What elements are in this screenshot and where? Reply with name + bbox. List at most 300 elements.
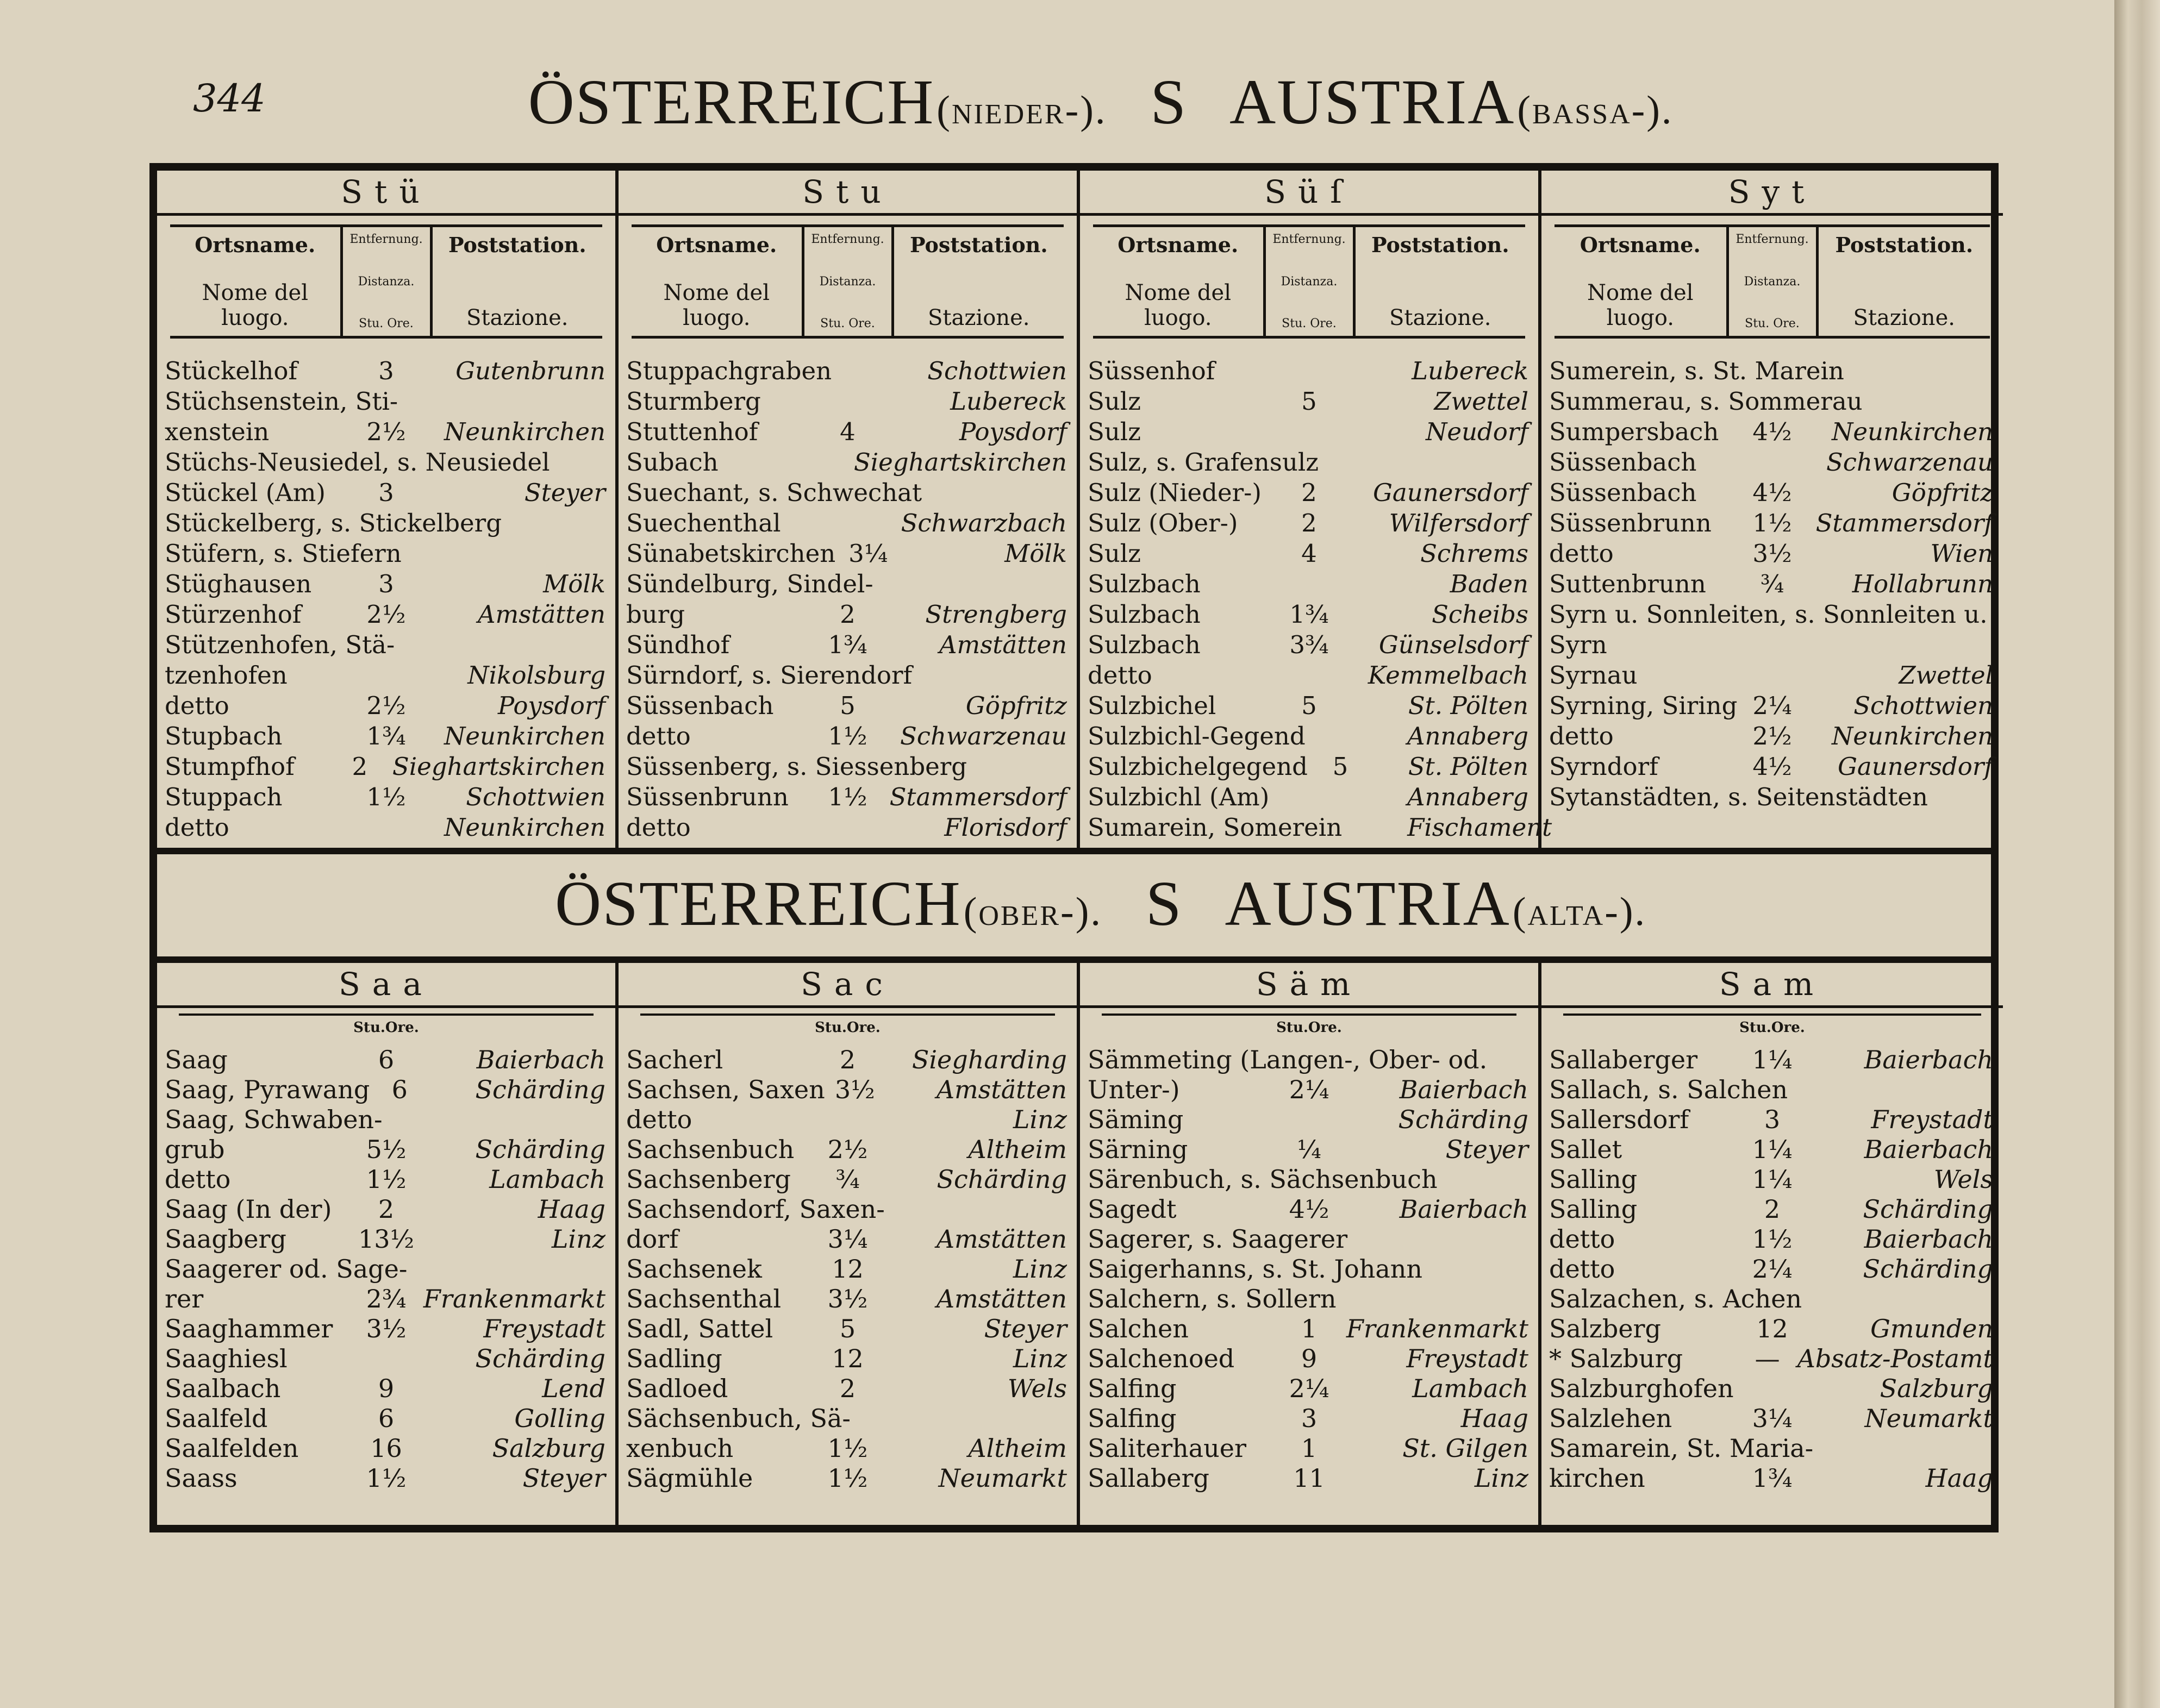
entry-row: [626, 1224, 1069, 1254]
post-station: Baierbach: [476, 1045, 605, 1074]
post-station: Schwarzenau: [1826, 448, 1993, 477]
entry-row: [1088, 417, 1531, 447]
entry-row: [626, 1165, 1069, 1194]
column-subheader: [632, 224, 1064, 339]
entry-row: [165, 1165, 608, 1194]
place-name: Säming: [1088, 1105, 1184, 1134]
place-name: Sadloed: [626, 1374, 728, 1403]
entry-row: [626, 1075, 1069, 1105]
post-station: Wels: [1007, 1374, 1067, 1403]
entry-row: [626, 417, 1069, 447]
post-station: Kemmelbach: [1368, 661, 1528, 690]
distance: 3¼: [848, 539, 888, 568]
heading-top-left: ÖSTERREICH: [528, 66, 935, 137]
distance: 2: [1301, 478, 1317, 507]
entry-row: [1088, 660, 1531, 691]
distance: 3¾: [1289, 630, 1329, 659]
place-name: Saigerhanns, s. St. Johann: [1088, 1254, 1422, 1284]
entry-row: [1088, 1165, 1531, 1194]
section-title: Säm: [1080, 963, 1538, 1008]
distance: 2: [839, 1045, 856, 1074]
entry-row: [626, 691, 1069, 721]
bottom-section-0: [157, 963, 619, 1525]
distance: 1½: [1752, 509, 1792, 537]
place-name: detto: [626, 813, 691, 842]
distance-header-de: Entfernung.: [349, 233, 423, 246]
distance-unit: Stu.Ore.: [1563, 1013, 1981, 1040]
place-name: Saaghammer: [165, 1314, 333, 1343]
place-name: Süssenbrunn: [626, 783, 789, 811]
distance: [818, 1105, 878, 1135]
post-station: Lambach: [489, 1165, 605, 1194]
entry-row: [1549, 1105, 1995, 1135]
distance: 6: [378, 1404, 395, 1433]
post-station: Schärding: [937, 1165, 1067, 1194]
place-name: tzenhofen: [165, 661, 288, 690]
entry-row: [165, 539, 608, 569]
entry-row: [165, 782, 608, 812]
distance: 1¼: [1752, 1045, 1793, 1074]
place-name: Stupbach: [165, 722, 283, 750]
place-name: Summerau, s. Sommerau: [1549, 387, 1863, 416]
distance: 2: [352, 752, 368, 781]
entry-row: [165, 721, 608, 752]
place-header: [170, 227, 340, 336]
entry-row: [1549, 1463, 1995, 1493]
entry-row: [165, 417, 608, 447]
distance: 1¼: [1752, 1135, 1793, 1164]
distance: [789, 447, 854, 478]
post-station: Amstätten: [936, 1075, 1067, 1104]
entry-row: [1088, 356, 1531, 386]
place-name: Sturmberg: [626, 387, 761, 416]
place-name: Sürndorf, s. Sierendorf: [626, 661, 913, 690]
post-station: Schärding: [475, 1075, 605, 1104]
entry-row: [165, 1045, 608, 1075]
entry-row: [1549, 1224, 1995, 1254]
distance: 1¾: [366, 722, 406, 750]
post-station: Altheim: [968, 1135, 1067, 1164]
post-station: Salzburg: [1880, 1374, 1993, 1403]
distance: 2: [378, 1194, 395, 1224]
entry-row: [626, 599, 1069, 630]
entry-row: [165, 508, 608, 539]
place-header: [1093, 227, 1263, 336]
post-station: Schärding: [1398, 1105, 1528, 1134]
entry-row: [165, 569, 608, 599]
entry-row: [1549, 356, 1995, 386]
place-name: Suechenthal: [626, 509, 781, 537]
post-station: Neunkirchen: [1832, 722, 1993, 750]
distance-header: [1263, 227, 1356, 336]
distance-header-de: Entfernung.: [1272, 233, 1346, 246]
place-name: Süssenhof: [1088, 356, 1215, 385]
post-station: Lubereck: [1412, 356, 1528, 385]
post-station: Florisdorf: [944, 813, 1067, 842]
entry-row: [165, 630, 608, 660]
distance: 1¼: [1752, 1165, 1793, 1194]
entry-row: [1088, 752, 1531, 782]
distance: [1342, 812, 1407, 843]
post-station: Schrems: [1420, 539, 1528, 568]
place-name: Saalbach: [165, 1374, 281, 1403]
entry-row: [165, 1284, 608, 1314]
entry-row: [1549, 1135, 1995, 1165]
distance: [1279, 1105, 1339, 1135]
post-station: Neumarkt: [938, 1463, 1067, 1493]
place-name: Süssenberg, s. Siessenberg: [626, 752, 967, 781]
entry-row: [1549, 630, 1995, 660]
distance: 9: [378, 1374, 395, 1403]
entry-row: [1088, 447, 1531, 478]
top-section-0: [157, 171, 619, 848]
section-title: Stu: [619, 171, 1077, 216]
section-title: Süſ: [1080, 171, 1538, 216]
post-station: Amstätten: [478, 600, 605, 629]
distance: ¾: [1760, 570, 1784, 598]
distance-unit: Stu.Ore.: [179, 1013, 594, 1040]
post-station: Neunkirchen: [444, 813, 605, 842]
entry-row: [626, 386, 1069, 417]
place-name: detto: [1549, 1254, 1615, 1284]
distance: 1½: [366, 1463, 407, 1493]
post-station: Schottwien: [466, 783, 605, 811]
entry-row: [1088, 1404, 1531, 1434]
place-name: xenstein: [165, 417, 270, 446]
place-name: Sumerein, s. St. Marein: [1549, 356, 1844, 385]
entry-row: [626, 1135, 1069, 1165]
distance: 5: [1301, 691, 1317, 720]
entry-row: [1088, 1314, 1531, 1344]
distance: 13½: [358, 1224, 415, 1254]
distance: 3¼: [827, 1224, 868, 1254]
place-name: Sumpersbach: [1549, 417, 1719, 446]
post-station: Stammersdorf: [1815, 509, 1993, 537]
entry-row: [1549, 539, 1995, 569]
post-station: Annaberg: [1407, 783, 1528, 811]
entry-row: [1549, 569, 1995, 599]
entry-row: [165, 1404, 608, 1434]
post-header-it: Stazione.: [1389, 305, 1491, 330]
entry-row: [1549, 478, 1995, 508]
distance: [1743, 1374, 1802, 1404]
entry-row: [626, 508, 1069, 539]
place-name: Salchen: [1088, 1314, 1189, 1343]
distance-header-it: Distanza.: [1744, 274, 1801, 289]
place-name: Saag, Pyrawang: [165, 1075, 370, 1104]
place-name: Stumpfhof: [165, 752, 295, 781]
post-station: St. Pölten: [1408, 752, 1528, 781]
distance: 5: [1332, 752, 1349, 781]
distance: 2½: [366, 417, 406, 446]
distance: [354, 812, 419, 843]
place-name: Salzlehen: [1549, 1404, 1672, 1433]
place-name: Saag, Schwaben-: [165, 1105, 383, 1134]
entry-row: [165, 752, 608, 782]
place-header-de: Ortsname.: [1118, 233, 1239, 257]
place-name: Sachsenek: [626, 1254, 762, 1284]
distance: —: [1755, 1344, 1780, 1373]
distance: 2¼: [1752, 691, 1792, 720]
post-station: Hollabrunn: [1852, 570, 1993, 598]
separator-rule-top: [149, 848, 1999, 854]
top-section-1: [619, 171, 1080, 848]
distance: [1277, 782, 1342, 812]
entry-row: [165, 1463, 608, 1493]
distance-header-unit: Stu. Ore.: [820, 317, 875, 330]
entry-row: [1088, 569, 1531, 599]
post-station: Golling: [514, 1404, 605, 1433]
post-station: Schwarzenau: [900, 722, 1067, 750]
entry-row: [626, 660, 1069, 691]
distance-header-it: Distanza.: [358, 274, 415, 289]
distance: 3: [378, 356, 394, 385]
place-name: Saliterhauer: [1088, 1434, 1246, 1463]
post-station: St. Pölten: [1408, 691, 1528, 720]
distance-header-de: Entfernung.: [1736, 233, 1809, 246]
entry-row: [1549, 1284, 1995, 1314]
post-station: Poysdorf: [497, 691, 605, 720]
place-name: Sulz (Ober-): [1088, 509, 1238, 537]
distance: 4: [840, 417, 856, 446]
place-name: detto: [626, 1105, 692, 1134]
entry-row: [626, 1105, 1069, 1135]
place-name: Stützenhofen, Stä-: [165, 630, 395, 659]
column-subheader: [170, 224, 602, 339]
place-name: Sachsendorf, Saxen-: [626, 1194, 885, 1224]
entry-list: [619, 1040, 1077, 1493]
distance-header-unit: Stu. Ore.: [1282, 317, 1337, 330]
distance: 3½: [827, 1284, 868, 1313]
entry-row: [1088, 1374, 1531, 1404]
place-name: Sachsenbuch: [626, 1135, 795, 1164]
post-header-it: Stazione.: [466, 305, 569, 330]
distance: 1½: [366, 783, 406, 811]
place-name: Süssenbach: [1549, 448, 1697, 477]
distance: [1277, 569, 1342, 599]
entry-row: [626, 782, 1069, 812]
place-name: Sündelburg, Sindel-: [626, 570, 873, 598]
place-name: Stüfern, s. Stiefern: [165, 539, 402, 568]
place-name: Salzachen, s. Achen: [1549, 1284, 1802, 1313]
place-name: Stuppach: [165, 783, 283, 811]
distance: [1277, 356, 1342, 386]
distance: 2: [1764, 1194, 1781, 1224]
heading-bottom-letter: S: [1145, 868, 1182, 939]
distance: 6: [391, 1075, 408, 1104]
place-header: [1555, 227, 1726, 336]
post-station: Wien: [1930, 539, 1993, 568]
place-name: Sachsenberg: [626, 1165, 791, 1194]
distance: 3: [1764, 1105, 1781, 1134]
distance: 1: [1301, 1434, 1318, 1463]
post-station: Schottwien: [1853, 691, 1993, 720]
distance: 1: [1301, 1314, 1318, 1343]
entry-row: [1088, 691, 1531, 721]
place-name: dorf: [626, 1224, 679, 1254]
place-name: Sagerer, s. Saagerer: [1088, 1224, 1348, 1254]
post-station: Sieghartskirchen: [853, 448, 1067, 477]
distance: [815, 508, 881, 539]
distance: 1¾: [1752, 1463, 1793, 1493]
entry-row: [626, 1045, 1069, 1075]
entry-list: [1541, 1040, 2003, 1493]
place-name: Sämmeting (Langen-, Ober- od.: [1088, 1045, 1488, 1074]
post-station: Zwettel: [1899, 661, 1993, 690]
place-name: Süssenbach: [1549, 478, 1697, 507]
post-station: Steyer: [524, 478, 605, 507]
place-name: Salfing: [1088, 1374, 1177, 1403]
post-station: Gaunersdorf: [1372, 478, 1528, 507]
entry-row: [1549, 447, 1995, 478]
post-station: Baden: [1450, 570, 1528, 598]
place-name: Saass: [165, 1463, 238, 1493]
distance: 2¼: [1289, 1075, 1329, 1104]
place-name: Sulzbichl (Am): [1088, 783, 1270, 811]
post-station: Lend: [542, 1374, 605, 1403]
place-name: Sadling: [626, 1344, 722, 1373]
bottom-section-3: [1541, 963, 2003, 1525]
post-station: Göpfritz: [1891, 478, 1993, 507]
place-name: Sulz: [1088, 539, 1141, 568]
entry-row: [1549, 691, 1995, 721]
post-station: Wels: [1933, 1165, 1993, 1194]
post-station: Frankenmarkt: [1346, 1314, 1528, 1343]
place-name: Salchern, s. Sollern: [1088, 1284, 1337, 1313]
entry-row: [626, 1344, 1069, 1374]
distance: 4½: [1752, 417, 1792, 446]
distance-header: [1726, 227, 1819, 336]
distance: 1½: [1752, 1224, 1793, 1254]
distance-header-it: Distanza.: [819, 274, 876, 289]
place-name: Stückelberg, s. Stickelberg: [165, 509, 502, 537]
post-station: Baierbach: [1864, 1045, 1993, 1074]
post-header-de: Poststation.: [448, 233, 586, 257]
distance-header-unit: Stu. Ore.: [359, 317, 414, 330]
separator-rule-bottom: [149, 956, 1999, 963]
post-station: Altheim: [968, 1434, 1067, 1463]
post-station: Steyer: [522, 1463, 605, 1493]
place-name: Sachsen, Saxen: [626, 1075, 825, 1104]
entry-row: [626, 1194, 1069, 1224]
place-name: Salling: [1549, 1194, 1638, 1224]
distance: 1½: [366, 1165, 407, 1194]
place-name: grub: [165, 1135, 225, 1164]
post-header-it: Stazione.: [928, 305, 1030, 330]
place-name: Salling: [1549, 1165, 1638, 1194]
entry-row: [1549, 1374, 1995, 1404]
entry-row: [165, 691, 608, 721]
place-name: Stuttenhof: [626, 417, 758, 446]
place-name: Sulzbach: [1088, 630, 1201, 659]
post-station: Wilfersdorf: [1389, 509, 1528, 537]
entry-row: [1549, 599, 1995, 630]
entry-list: [1080, 339, 1552, 843]
entry-row: [165, 386, 608, 417]
post-station: Freystadt: [1871, 1105, 1993, 1134]
entry-row: [626, 478, 1069, 508]
place-header-de: Ortsname.: [1580, 233, 1701, 257]
place-name: Stüghausen: [165, 570, 312, 598]
distance-unit: Stu.Ore.: [640, 1013, 1055, 1040]
post-header: [1356, 227, 1526, 336]
place-name: Sallet: [1549, 1135, 1622, 1164]
heading-top-right-sub: (bassa-).: [1517, 88, 1674, 133]
distance: 1½: [828, 783, 867, 811]
distance: 2½: [827, 1135, 868, 1164]
entry-row: [1549, 1314, 1995, 1344]
post-station: Gmunden: [1870, 1314, 1993, 1343]
entry-list: [619, 339, 1077, 843]
post-station: Strengberg: [925, 600, 1067, 629]
entry-row: [1088, 1254, 1531, 1284]
distance: [1277, 660, 1342, 691]
section-title: Sac: [619, 963, 1077, 1008]
post-station: Frankenmarkt: [423, 1284, 605, 1313]
distance: 12: [832, 1344, 864, 1373]
section-title: Syt: [1541, 171, 2003, 216]
place-name: xenbuch: [626, 1434, 734, 1463]
entry-row: [165, 447, 608, 478]
distance: 3: [1301, 1404, 1318, 1433]
post-station: Schärding: [1863, 1194, 1993, 1224]
post-station: Zwettel: [1434, 387, 1528, 416]
place-header-de: Ortsname.: [195, 233, 316, 257]
entry-row: [626, 1404, 1069, 1434]
post-station: Lubereck: [950, 387, 1067, 416]
section-title: Saa: [157, 963, 615, 1008]
place-name: * Salzburg: [1549, 1344, 1683, 1373]
place-name: Sägmühle: [626, 1463, 753, 1493]
post-station: Schwarzbach: [901, 509, 1067, 537]
entry-row: [165, 1254, 608, 1284]
place-name: Sadl, Sattel: [626, 1314, 773, 1343]
post-station: Siegharding: [912, 1045, 1067, 1074]
distance: [1277, 417, 1342, 447]
entry-row: [1549, 1075, 1995, 1105]
distance: 4½: [1289, 1194, 1329, 1224]
place-name: detto: [626, 722, 691, 750]
distance: 1¾: [828, 630, 867, 659]
place-name: Sulzbichelgegend: [1088, 752, 1308, 781]
post-station: Neudorf: [1425, 417, 1528, 446]
post-station: Baierbach: [1864, 1135, 1993, 1164]
post-station: Haag: [538, 1194, 605, 1224]
column-subheader: [1093, 224, 1525, 339]
entry-row: [165, 599, 608, 630]
post-station: Linz: [1013, 1254, 1067, 1284]
entry-row: [1549, 386, 1995, 417]
place-name: Subach: [626, 448, 719, 477]
place-name: Sumarein, Somerein: [1088, 813, 1343, 842]
place-name: Suechant, s. Schwechat: [626, 478, 922, 507]
post-station: Baierbach: [1399, 1194, 1528, 1224]
place-name: detto: [165, 691, 229, 720]
entry-row: [1088, 478, 1531, 508]
distance: 1½: [827, 1434, 868, 1463]
post-station: Amstätten: [936, 1224, 1067, 1254]
entry-row: [626, 630, 1069, 660]
post-station: Schärding: [475, 1344, 605, 1373]
entry-row: [626, 1463, 1069, 1493]
entry-list: [157, 339, 615, 843]
place-name: Sacherl: [626, 1045, 723, 1074]
place-name: Syrn u. Sonnleiten, s. Sonnleiten u.: [1549, 600, 1988, 629]
entry-row: [165, 660, 608, 691]
entry-row: [1088, 1075, 1531, 1105]
entry-row: [165, 1374, 608, 1404]
distance: 5: [840, 691, 856, 720]
